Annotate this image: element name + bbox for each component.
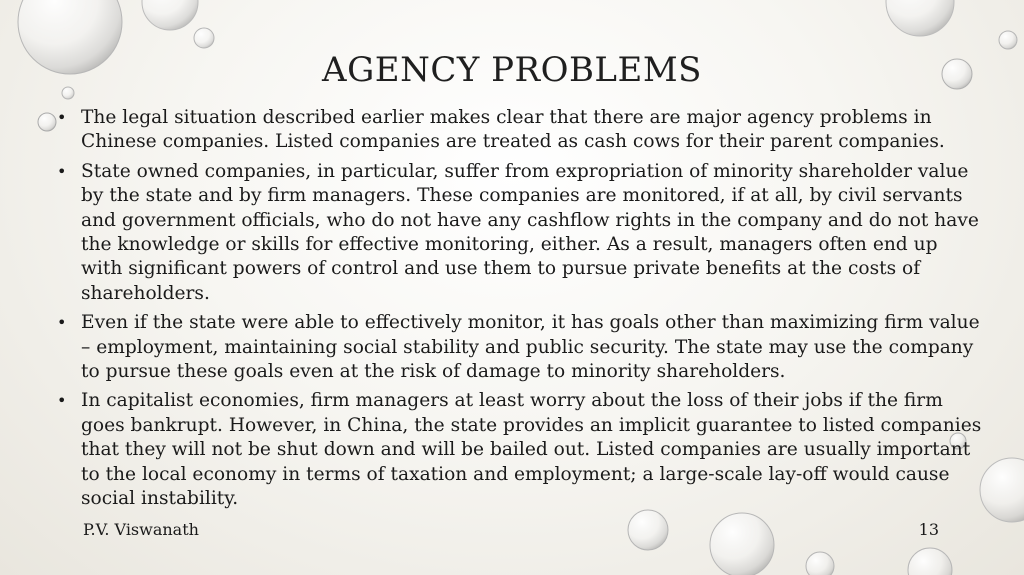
water-drop: [710, 513, 774, 575]
water-drop: [980, 458, 1024, 522]
water-drop: [38, 113, 56, 131]
bullet-marker: •: [57, 108, 67, 127]
bullet-item: [57, 106, 982, 155]
water-drop: [908, 548, 952, 575]
bullet-text: Even if the state were able to effectively monitor, it has goals other than maximizing firm value – employment, maintaining social stability and public security. The state may use the company to pursue these goals even at the risk of damage to minority shareholders.: [81, 312, 980, 383]
bullet-marker: •: [57, 313, 67, 333]
footer-author: P.V. Viswanath: [83, 520, 199, 539]
bullet-item: [57, 311, 982, 384]
water-drop: [194, 28, 214, 48]
bullet-marker: •: [57, 161, 67, 181]
bullet-text: State owned companies, in particular, suffer from expropriation of minority shareholder value by the state and by firm managers. These companies are monitored, if at all, by civil servants and government officials, who do not have any cashflow rights in the company and do not have the knowledge or skills for effective monitoring, either. As a result, managers often end up with significant powers of control and use them to pursue private benefits at the costs of shareholders.: [81, 160, 979, 304]
bullet-text: In capitalist economies, firm managers at least worry about the loss of their jobs if the firm goes bankrupt. However, in China, the state provides an implicit guarantee to listed companies that they will not be shut down and will be bailed out. Listed companies are usually important to the local economy in terms of taxation and employment; a large-scale lay-off would cause social instability.: [81, 390, 982, 510]
water-drop: [999, 31, 1017, 49]
water-drop: [886, 0, 954, 36]
bullet-item: [57, 389, 982, 511]
water-drop: [806, 552, 834, 575]
water-drop: [142, 0, 198, 30]
bullet-text: The legal situation described earlier makes clear that there are major agency problems in Chinese companies. Listed companies are treated as cash cows for their parent companies.: [81, 107, 945, 153]
bullet-list: [57, 106, 982, 517]
bullet-marker: •: [57, 391, 67, 411]
bullet-item: [57, 160, 982, 306]
slide-title: AGENCY PROBLEMS: [322, 50, 702, 90]
page-number: 13: [918, 520, 939, 539]
